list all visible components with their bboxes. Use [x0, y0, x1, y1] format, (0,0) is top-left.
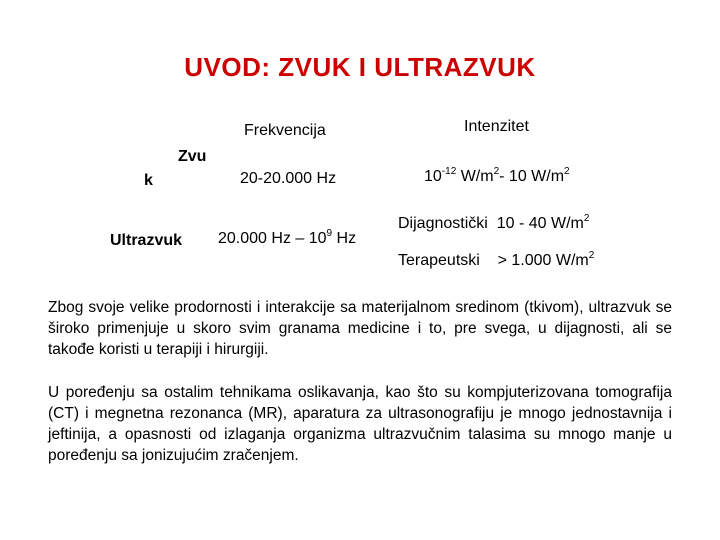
sound-label-part2: k: [144, 172, 153, 189]
sound-intensity: $10^{-12}$ $W/m^2-$ 10 $W/m^2$: [424, 166, 570, 185]
paragraph-2: U poređenju sa ostalim tehnikama oslikavanja, kao što su kompjuterizovana tomografija (CT) i megnetna rezonanca (MR), aparatura za ultrasonografiju je mnogo jednostavnija i jeftinija, a opasnosti od izlaganja organizma ultrazvučnim talasima su mnogo manje u poređenju sa jonizujućim zračenjem.: [48, 384, 672, 464]
ultrasound-frequency: 20.000 Hz – $10^9$ Hz: [218, 228, 357, 247]
sound-frequency: 20-20.000 Hz: [240, 170, 337, 187]
therapeutic-intensity: Terapeutski > 1.000 $W/m^2$: [398, 250, 595, 269]
header-frequency: Frekvencija: [244, 122, 326, 139]
sound-label-part1: Zvu: [178, 148, 207, 165]
header-intensity: Intenzitet: [464, 118, 529, 135]
paragraph-1: Zbog svoje velike prodornosti i interakcije sa materijalnom sredinom (tkivom), ultrazvuk se široko primenjuje u skoro svim granama medicine i to, pre svega, u dijagnosti, ali se takođe koristi u terapiji i hirurgiji.: [48, 299, 672, 358]
page-title: UVOD: ZVUK I ULTRAZVUK: [184, 52, 536, 82]
ultrasound-label: Ultrazvuk: [110, 232, 183, 249]
diagnostic-intensity: Dijagnostički 10 - 40 $W/m^2$: [398, 213, 590, 232]
